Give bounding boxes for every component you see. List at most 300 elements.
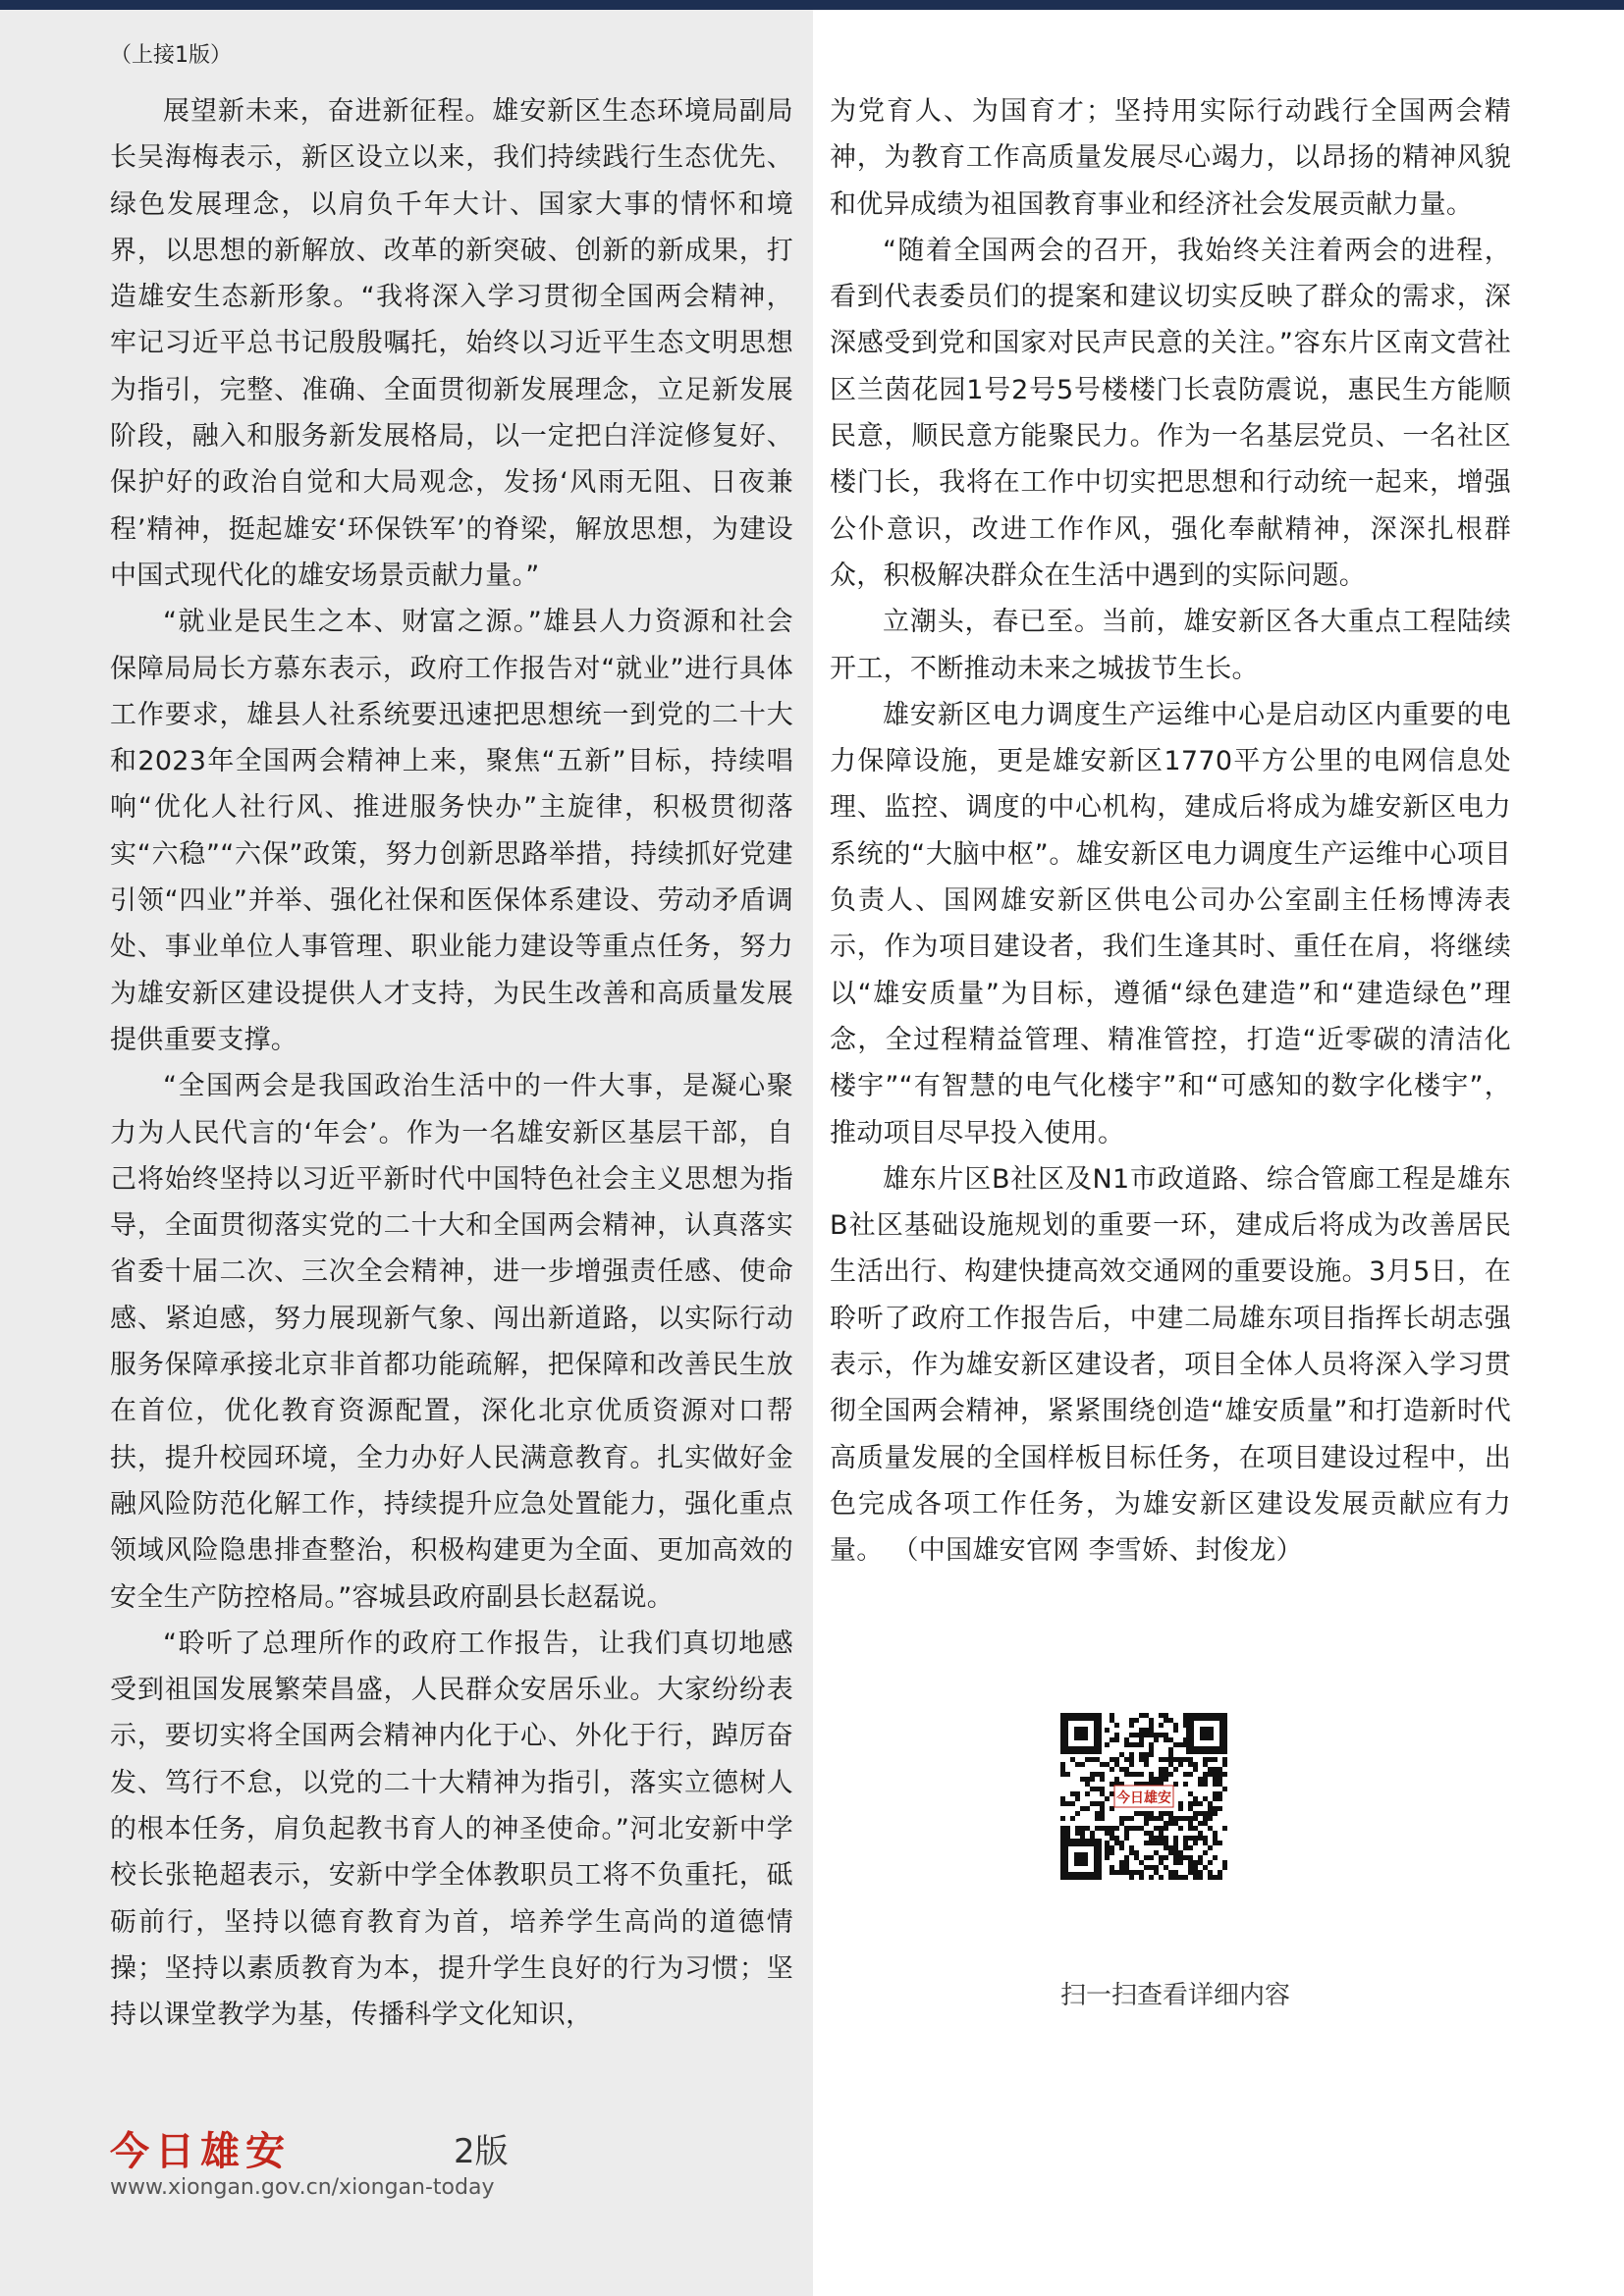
qr-module [1183,1816,1188,1821]
qr-module [1218,1782,1222,1787]
qr-module [1114,1737,1119,1742]
qr-module [1164,1737,1168,1742]
qr-module [1203,1841,1208,1845]
qr-module [1129,1762,1134,1767]
qr-module [1114,1777,1119,1782]
qr-module [1134,1855,1139,1860]
qr-module [1218,1772,1222,1777]
qr-module [1095,1787,1100,1791]
qr-module [1139,1826,1144,1831]
qr-module [1129,1723,1134,1728]
qr-module [1124,1831,1129,1836]
qr-module [1164,1845,1168,1850]
qr-module [1222,1757,1227,1762]
qr-module [1213,1782,1218,1787]
qr-module [1149,1875,1154,1880]
qr-module [1149,1811,1154,1816]
qr-module [1070,1801,1075,1806]
qr-module [1129,1875,1134,1880]
qr-module [1188,1806,1193,1811]
qr-module [1164,1713,1168,1718]
qr-module [1183,1757,1188,1762]
qr-module [1149,1841,1154,1845]
qr-module [1208,1806,1213,1811]
qr-module [1218,1841,1222,1845]
continued-from-label: （上接1版） [110,43,232,68]
qr-module [1095,1801,1100,1806]
qr-module [1218,1806,1222,1811]
qr-module [1159,1723,1164,1728]
qr-module [1154,1816,1159,1821]
qr-module [1154,1737,1159,1742]
qr-module [1144,1733,1149,1737]
qr-module [1168,1747,1173,1752]
paragraph: “全国两会是我国政治生活中的一件大事，是凝心聚力为人民代言的‘年会’。作为一名雄安新区基层干部，自己将始终坚持以习近平新时代中国特色社会主义思想为指导，全面贯彻落实党的二十大和全国两会精神，认真落实省委十届二次、三次全会精神，进一步增强责任感、使命感、紧迫感，努力展现新气象、闯出新道路，以实际行动服务保障承接北京非首都功能疏解，把保障和改善民生放在首位，优化教育资源配置，深化北京优质资源对口帮扶，提升校园环境，全力办好人民满意教育。扎实做好金融风险防范化解工作，持续提升应急处置能力，强化重点领域风险隐患排查整治，积极构建更为全面、更加高效的安全生产防控格局。”容城县政府副县长赵磊说。 [110,1071,793,1613]
qr-module [1144,1816,1149,1821]
qr-module [1119,1752,1124,1757]
qr-module [1105,1728,1110,1733]
qr-module [1203,1816,1208,1821]
qr-module [1218,1777,1222,1782]
qr-module [1149,1742,1154,1747]
qr-module [1178,1801,1183,1806]
qr-module [1124,1767,1129,1772]
qr-module [1110,1850,1114,1855]
qr-module [1183,1845,1188,1850]
qr-module [1168,1811,1173,1816]
qr-module [1222,1826,1227,1831]
qr-module [1198,1777,1203,1782]
qr-module [1188,1865,1193,1870]
qr-module [1159,1836,1164,1841]
qr-module [1139,1752,1144,1757]
qr-module [1188,1855,1193,1860]
qr-module [1090,1787,1095,1791]
qr-code-icon [1060,1713,1227,1880]
qr-module [1208,1811,1213,1816]
qr-module [1100,1816,1105,1821]
qr-module [1164,1733,1168,1737]
qr-module [1070,1791,1075,1796]
qr-module [1222,1787,1227,1791]
paragraph: “随着全国两会的召开，我始终关注着两会的进程，看到代表委员们的提案和建议切实反映了群众的需求，深深感受到党和国家对民声民意的关注。”容东片区南文营社区兰茵花园1号2号5号楼楼门长袁防震说，惠民生方能顺民意，顺民意方能聚民力。作为一名基层党员、一名社区楼门长，我将在工作中切实把思想和行动统一起来，增强公仆意识，改进工作作风，强化奉献精神，深深扎根群众，积极解决群众在生活中遇到的实际问题。 [830,235,1511,591]
website-url[interactable]: www.xiongan.gov.cn/xiongan-today [110,2175,495,2200]
qr-module [1149,1728,1154,1733]
qr-module [1134,1733,1139,1737]
qr-module [1154,1841,1159,1845]
qr-caption: 扫一扫查看详细内容 [1060,1981,1291,2010]
qr-module [1129,1752,1134,1757]
qr-module [1114,1762,1119,1767]
qr-module [1124,1865,1129,1870]
qr-module [1119,1816,1124,1821]
qr-module [1149,1855,1154,1860]
qr-module [1090,1757,1095,1762]
qr-module [1178,1816,1183,1821]
qr-module [1144,1713,1149,1718]
qr-module [1178,1850,1183,1855]
paragraph: “就业是民生之本、财富之源。”雄县人力资源和社会保障局局长方慕东表示，政府工作报告对“就业”进行具体工作要求，雄县人社系统要迅速把思想统一到党的二十大和2023年全国两会精神上来，聚焦“五新”目标，持续唱响“优化人社行风、推进服务快办”主旋律，积极贯彻落实“六稳”“六保”政策，努力创新思路举措，持续抓好党建引领“四业”并举、强化社保和医保体系建设、劳动矛盾调处、事业单位人事管理、职业能力建设等重点任务，努力为雄安新区建设提供人才支持，为民生改善和高质量发展提供重要支撑。 [110,607,793,1055]
qr-module [1193,1826,1198,1831]
qr-module [1164,1772,1168,1777]
qr-module [1149,1865,1154,1870]
qr-module [1213,1836,1218,1841]
qr-module [1114,1757,1119,1762]
article-right-column [830,88,1511,1575]
qr-module [1168,1772,1173,1777]
qr-module [1144,1811,1149,1816]
qr-module [1114,1870,1119,1875]
qr-module [1129,1870,1134,1875]
qr-module [1222,1865,1227,1870]
qr-module [1208,1816,1213,1821]
qr-code[interactable] [1060,1713,1227,1880]
qr-module [1159,1772,1164,1777]
paragraph: 雄安新区电力调度生产运维中心是启动区内重要的电力保障设施，更是雄安新区1770平方公里的电网信息处理、监控、调度的中心机构，建成后将成为雄安新区电力系统的“大脑中枢”。雄安新区电力调度生产运维中心项目负责人、国网雄安新区供电公司办公室副主任杨博涛表示，作为项目建设者，我们生逢其时、重任在肩，将继续以“雄安质量”为目标，遵循“绿色建造”和“建造绿色”理念，全过程精益管理、精准管控，打造“近零碳的清洁化楼宇”“有智慧的电气化楼宇”和“可感知的数字化楼宇”，推动项目尽早投入使用。 [830,699,1511,1148]
qr-module [1159,1811,1164,1816]
qr-module [1173,1821,1178,1826]
qr-module [1159,1767,1164,1772]
qr-module [1159,1713,1164,1718]
qr-module [1173,1728,1178,1733]
qr-module [1173,1870,1178,1875]
qr-module [1124,1737,1129,1742]
qr-module [1154,1733,1159,1737]
qr-module [1154,1850,1159,1855]
qr-module [1159,1777,1164,1782]
qr-module [1134,1811,1139,1816]
qr-module [1110,1713,1114,1718]
qr-module [1100,1826,1105,1831]
qr-module [1139,1860,1144,1865]
qr-module [1168,1850,1173,1855]
qr-module [1134,1772,1139,1777]
qr-module [1100,1787,1105,1791]
qr-module [1164,1865,1168,1870]
qr-module [1168,1737,1173,1742]
qr-module [1183,1841,1188,1845]
qr-module [1129,1845,1134,1850]
qr-module [1218,1796,1222,1801]
qr-module [1060,1816,1065,1821]
qr-module [1139,1757,1144,1762]
qr-module [1154,1836,1159,1841]
qr-module [1218,1875,1222,1880]
qr-module [1173,1757,1178,1762]
qr-module [1198,1860,1203,1865]
qr-module [1100,1772,1105,1777]
qr-module [1129,1772,1134,1777]
qr-module [1168,1845,1173,1850]
qr-module [1178,1742,1183,1747]
qr-module [1203,1777,1208,1782]
qr-module [1110,1865,1114,1870]
qr-module [1085,1782,1090,1787]
qr-module [1100,1801,1105,1806]
qr-module [1110,1782,1114,1787]
qr-module [1183,1772,1188,1777]
qr-module [1060,1796,1065,1801]
qr-module [1144,1855,1149,1860]
qr-module [1188,1772,1193,1777]
qr-module [1149,1752,1154,1757]
qr-module [1213,1772,1218,1777]
qr-module [1198,1801,1203,1806]
qr-module [1208,1801,1213,1806]
qr-module [1075,1831,1080,1836]
paragraph: 为党育人、为国育才；坚持用实际行动践行全国两会精神，为教育工作高质量发展尽心竭力，以昂扬的精神风貌和优异成绩为祖国教育事业和经济社会发展贡献力量。 [830,96,1511,220]
qr-module [1178,1826,1183,1831]
paragraph: 展望新未来，奋进新征程。雄安新区生态环境局副局长吴海梅表示，新区设立以来，我们持续践行生态优先、绿色发展理念，以肩负千年大计、国家大事的情怀和境界，以思想的新解放、改革的新突破、创新的新成果，打造雄安生态新形象。“我将深入学习贯彻全国两会精神，牢记习近平总书记殷殷嘱托，始终以习近平生态文明思想为指引，完整、准确、全面贯彻新发展理念，立足新发展阶段，融入和服务新发展格局，以一定把白洋淀修复好、保护好的政治自觉和大局观念，发扬‘风雨无阻、日夜兼程’精神，挺起雄安‘环保铁军’的脊梁，解放思想，为建设中国式现代化的雄安场景贡献力量。” [110,96,793,591]
qr-module [1193,1860,1198,1865]
qr-module [1060,1762,1065,1767]
qr-module [1193,1841,1198,1845]
qr-module [1203,1796,1208,1801]
qr-module [1213,1875,1218,1880]
qr-module [1119,1821,1124,1826]
qr-module [1188,1826,1193,1831]
qr-module [1208,1875,1213,1880]
qr-module [1198,1870,1203,1875]
qr-module [1080,1762,1085,1767]
qr-module [1168,1821,1173,1826]
qr-module [1110,1737,1114,1742]
qr-module [1139,1742,1144,1747]
qr-module [1159,1875,1164,1880]
qr-module [1065,1772,1070,1777]
qr-module [1149,1723,1154,1728]
qr-module [1149,1747,1154,1752]
qr-module [1095,1772,1100,1777]
qr-module [1110,1845,1114,1850]
qr-module [1203,1811,1208,1816]
qr-module [1129,1757,1134,1762]
qr-module [1208,1845,1213,1850]
qr-module [1173,1742,1178,1747]
qr-module [1080,1777,1085,1782]
qr-module [1173,1841,1178,1845]
qr-module [1198,1855,1203,1860]
qr-module [1085,1757,1090,1762]
qr-module [1218,1791,1222,1796]
qr-module [1188,1821,1193,1826]
qr-module [1095,1826,1100,1831]
qr-module [1129,1850,1134,1855]
qr-module [1154,1777,1159,1782]
qr-module [1144,1752,1149,1757]
qr-module [1134,1850,1139,1855]
qr-module [1075,1811,1080,1816]
qr-module [1203,1821,1208,1826]
qr-module [1208,1772,1213,1777]
qr-module [1080,1806,1085,1811]
qr-module [1168,1752,1173,1757]
qr-module [1159,1841,1164,1845]
qr-module [1144,1865,1149,1870]
qr-module [1159,1826,1164,1831]
qr-module [1060,1831,1065,1836]
qr-module [1105,1845,1110,1850]
qr-module [1124,1826,1129,1831]
qr-module [1168,1718,1173,1723]
qr-module [1095,1816,1100,1821]
qr-module [1124,1816,1129,1821]
qr-module [1134,1718,1139,1723]
qr-module [1208,1757,1213,1762]
qr-module [1213,1855,1218,1860]
qr-module [1159,1757,1164,1762]
qr-module [1188,1860,1193,1865]
qr-module [1168,1762,1173,1767]
qr-module [1164,1811,1168,1816]
qr-module [1129,1733,1134,1737]
qr-module [1178,1860,1183,1865]
qr-module [1213,1767,1218,1772]
qr-module [1213,1841,1218,1845]
qr-module [1119,1860,1124,1865]
qr-module [1168,1757,1173,1762]
qr-module [1164,1757,1168,1762]
qr-module [1198,1875,1203,1880]
qr-module [1193,1767,1198,1772]
qr-module [1149,1836,1154,1841]
qr-module [1134,1826,1139,1831]
qr-module [1218,1767,1222,1772]
qr-module [1114,1826,1119,1831]
qr-module [1213,1796,1218,1801]
qr-module [1100,1806,1105,1811]
qr-module [1100,1791,1105,1796]
qr-module [1178,1875,1183,1880]
qr-module [1080,1831,1085,1836]
qr-module [1149,1718,1154,1723]
qr-module [1105,1831,1110,1836]
qr-module [1110,1757,1114,1762]
qr-module [1213,1806,1218,1811]
qr-module [1173,1782,1178,1787]
qr-module [1139,1875,1144,1880]
qr-module [1114,1841,1119,1845]
masthead-logo: 今日雄安 [110,2128,291,2174]
qr-module [1193,1801,1198,1806]
qr-module [1173,1836,1178,1841]
qr-module [1149,1831,1154,1836]
qr-module [1222,1762,1227,1767]
qr-module [1203,1762,1208,1767]
qr-module [1105,1855,1110,1860]
qr-module [1203,1836,1208,1841]
qr-module [1080,1826,1085,1831]
qr-module [1114,1733,1119,1737]
qr-module [1159,1816,1164,1821]
qr-module [1193,1836,1198,1841]
qr-module [1124,1870,1129,1875]
qr-module [1100,1762,1105,1767]
qr-module [1144,1762,1149,1767]
qr-module [1213,1831,1218,1836]
qr-module [1075,1762,1080,1767]
qr-module [1060,1772,1065,1777]
qr-module [1090,1772,1095,1777]
qr-module [1090,1801,1095,1806]
qr-module [1203,1757,1208,1762]
qr-module [1134,1742,1139,1747]
qr-module [1070,1757,1075,1762]
qr-module [1173,1723,1178,1728]
qr-module [1178,1762,1183,1767]
paragraph: “聆听了总理所作的政府工作报告，让我们真切地感受到祖国发展繁荣昌盛，人民群众安居乐业。大家纷纷表示，要切实将全国两会精神内化于心、外化于行，踔厉奋发、笃行不怠，以党的二十大精神为指引，落实立德树人的根本任务，肩负起教书育人的神圣使命。”河北安新中学校长张艳超表示，安新中学全体教职员工将不负重托，砥砺前行，坚持以德育教育为首，培养学生高尚的道德情操；坚持以素质教育为本，提升学生良好的行为习惯；坚持以课堂教学为基，传播科学文化知识， [110,1628,793,2031]
qr-module [1139,1737,1144,1742]
qr-module [1149,1733,1154,1737]
qr-module [1139,1733,1144,1737]
qr-module [1178,1806,1183,1811]
qr-module [1110,1870,1114,1875]
qr-module [1129,1742,1134,1747]
qr-module [1105,1796,1110,1801]
qr-module [1183,1875,1188,1880]
qr-module [1164,1855,1168,1860]
qr-module [1144,1841,1149,1845]
qr-module [1144,1831,1149,1836]
qr-module [1085,1791,1090,1796]
qr-module [1164,1841,1168,1845]
qr-module [1075,1796,1080,1801]
qr-module [1168,1816,1173,1821]
qr-module [1060,1801,1065,1806]
qr-module [1188,1791,1193,1796]
article-left-column [110,88,793,2038]
qr-module [1065,1801,1070,1806]
qr-module [1193,1811,1198,1816]
qr-module [1085,1806,1090,1811]
qr-module [1178,1757,1183,1762]
qr-module [1139,1772,1144,1777]
qr-module [1222,1860,1227,1865]
qr-module [1213,1791,1218,1796]
page-number: 2版 [454,2132,509,2171]
qr-module [1110,1791,1114,1796]
qr-module [1154,1865,1159,1870]
qr-module [1173,1816,1178,1821]
qr-module [1114,1723,1119,1728]
qr-module [1060,1767,1065,1772]
qr-module [1173,1850,1178,1855]
qr-module [1208,1767,1213,1772]
paragraph: 雄东片区B社区及N1市政道路、综合管廊工程是雄东B社区基础设施规划的重要一环，建成后将成为改善居民生活出行、构建快捷高效交通网的重要设施。3月5日，在聆听了政府工作报告后，中建二局雄东项目指挥长胡志强表示，作为雄安新区建设者，项目全体人员将深入学习贯彻全国两会精神，紧紧围绕创造“雄安质量”和打造新时代高质量发展的全国样板目标任务，在项目建设过程中，出色完成各项工作任务，为雄安新区建设发展贡献应有力量。 （中国雄安官网 李雪娇、封俊龙） [830,1163,1511,1567]
qr-module [1129,1718,1134,1723]
qr-module [1119,1841,1124,1845]
qr-module [1144,1728,1149,1733]
qr-module [1213,1777,1218,1782]
qr-module [1110,1826,1114,1831]
qr-module [1119,1870,1124,1875]
qr-module [1065,1831,1070,1836]
qr-module [1173,1855,1178,1860]
qr-module [1208,1860,1213,1865]
qr-module [1124,1860,1129,1865]
qr-module [1119,1845,1124,1850]
qr-module [1154,1870,1159,1875]
qr-module [1129,1816,1134,1821]
qr-module [1159,1733,1164,1737]
qr-module [1178,1855,1183,1860]
qr-module [1110,1767,1114,1772]
qr-module [1124,1742,1129,1747]
qr-module [1105,1826,1110,1831]
qr-module [1119,1767,1124,1772]
qr-module [1193,1762,1198,1767]
qr-module [1095,1757,1100,1762]
